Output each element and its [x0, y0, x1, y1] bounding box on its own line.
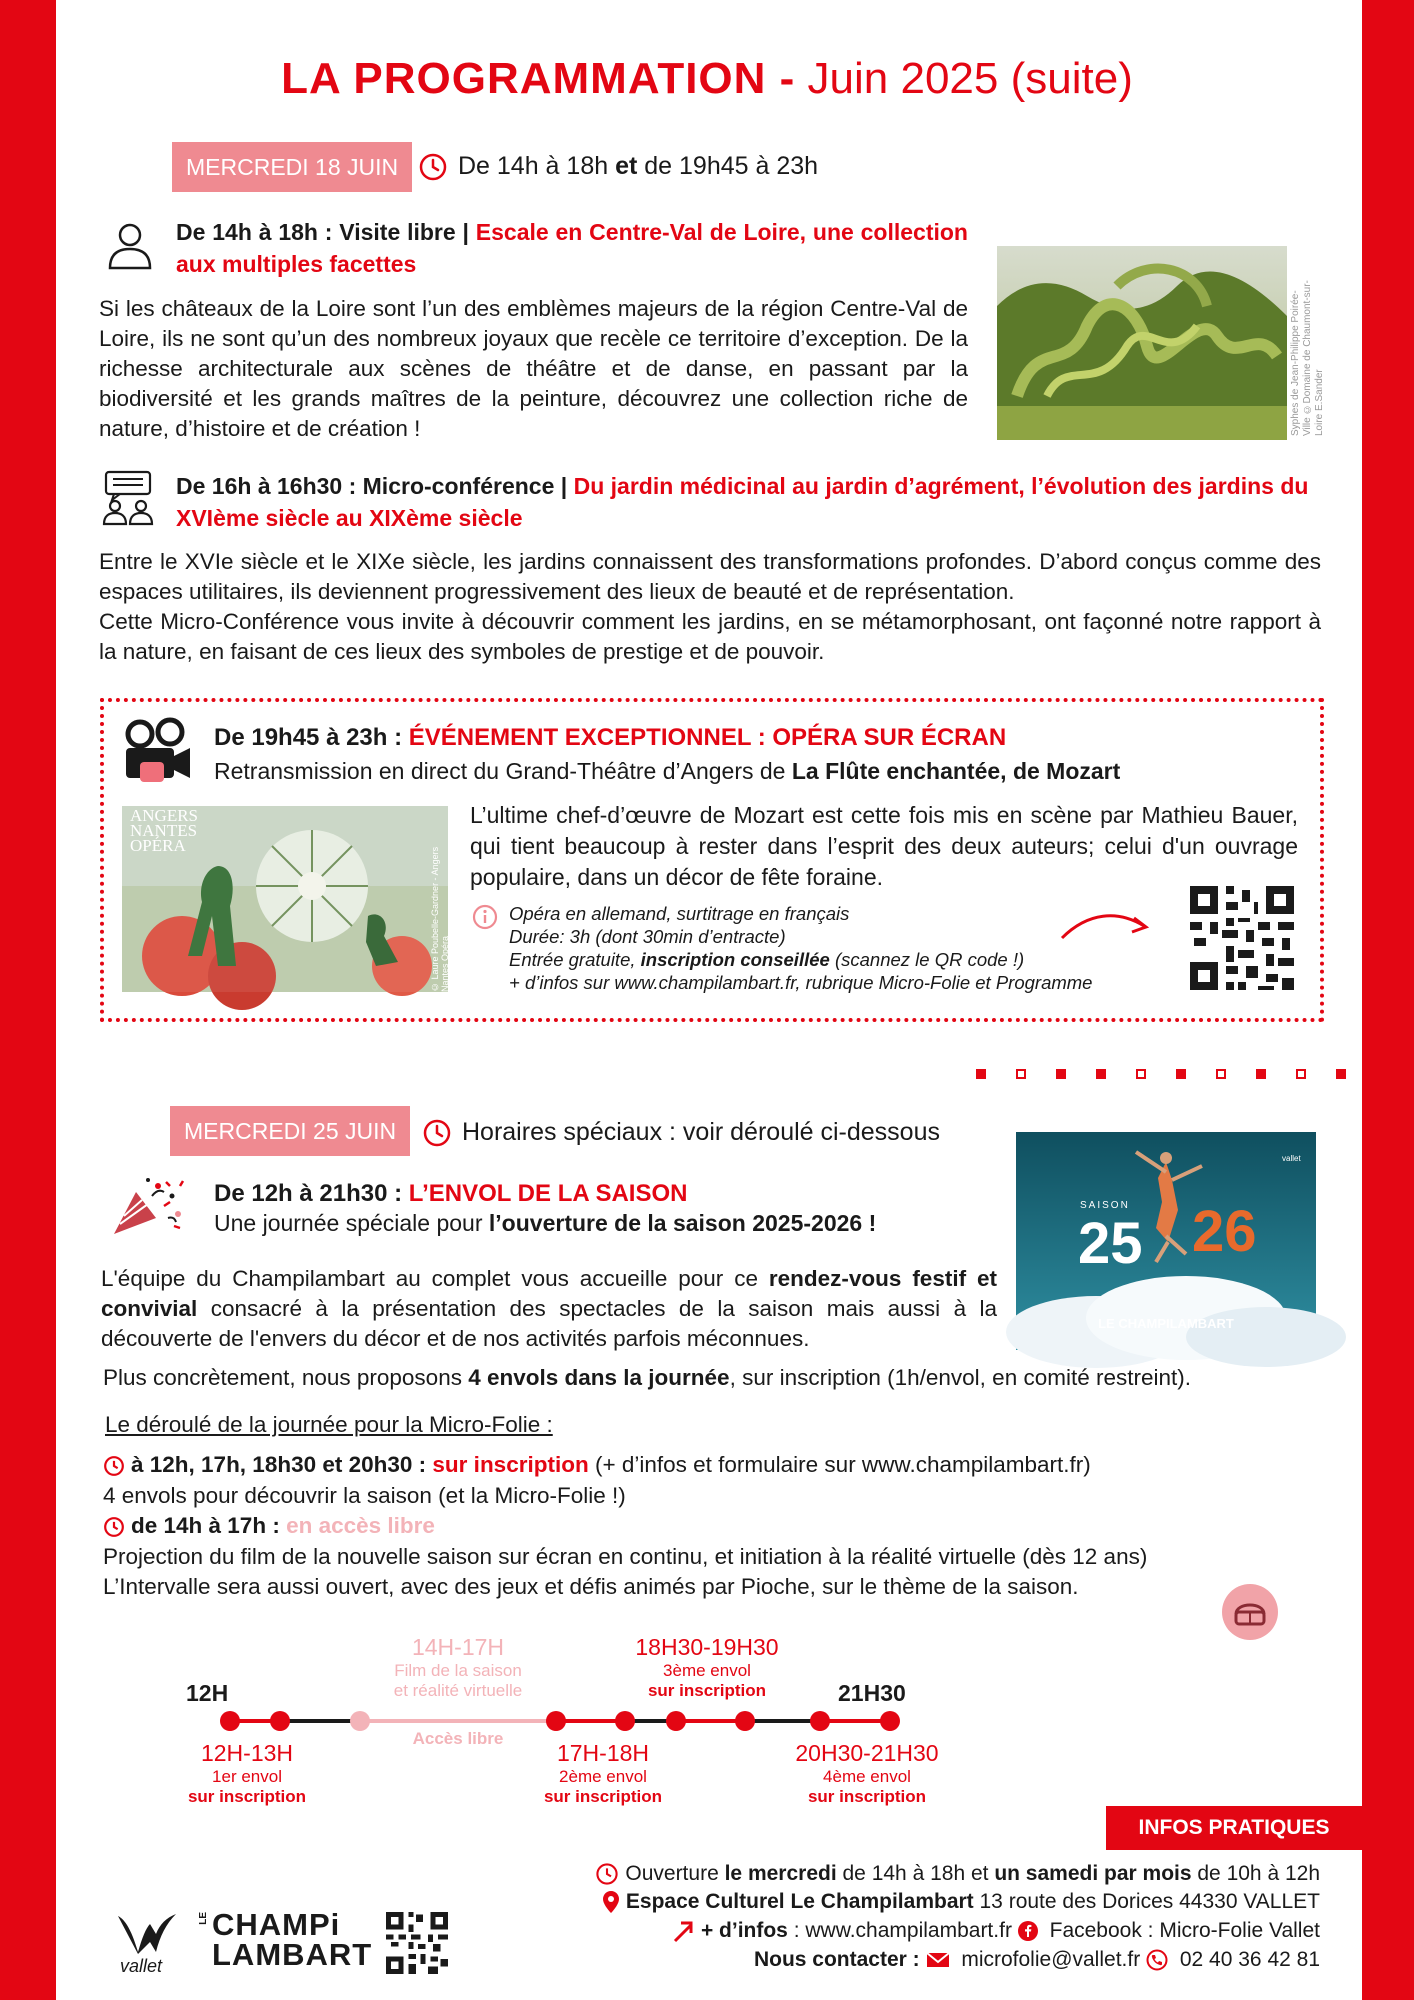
- vr-headset-icon: [1222, 1584, 1278, 1640]
- right-red-band: [1362, 0, 1414, 2000]
- timeline-bar: [200, 1704, 920, 1738]
- deroule-lines: à 12h, 17h, 18h30 et 20h30 : sur inscription (+ d’infos et formulaire sur www.champilambart.fr) 4 envols pour découvrir la saison (et la Micro-Folie !) de 14h à 17h : en accès libre Projection du film de la nouvelle saison sur écran en continu, et initiation à la réalité virtuelle (dès 12 ans) L’Intervalle sera aussi ouvert, avec des jeux et défis animés par Pioche, sur le thème de la saison.: [103, 1452, 1148, 1599]
- timeline-point: [810, 1711, 830, 1731]
- champilambart-logo-prefix: LE: [198, 1912, 209, 1925]
- clock-icon: [103, 1516, 125, 1538]
- season-poster: [1016, 1132, 1316, 1350]
- info-icon: [472, 904, 498, 930]
- opera-heading: De 19h45 à 23h : ÉVÉNEMENT EXCEPTIONNEL : OPÉRA SUR ÉCRAN: [214, 724, 1007, 751]
- opera-poster-credit: © Laure Poubelle-Gardner - Angers Nantes Opéra: [430, 846, 450, 992]
- conference-heading: De 16h à 16h30 : Micro-conférence | Du jardin médicinal au jardin d’agrément, l’évolution des jardins du XVIème siècle au XIXème siècle: [176, 473, 1309, 531]
- opera-subtitle: Retransmission en direct du Grand-Théâtre d’Angers de La Flûte enchantée, de Mozart: [214, 758, 1121, 784]
- timeline-free-access: Accès libre: [412, 1729, 504, 1748]
- garden-photo-credit: Syphes de Jean-Philippe Poirée-Ville ©Domaine de Chaumont-sur-Loire E.Sander: [1290, 280, 1325, 436]
- decorative-square-line: [976, 1068, 1356, 1080]
- season-poster-label: SAISON: [1080, 1200, 1130, 1211]
- timeline-start: 12H: [186, 1680, 229, 1706]
- timeline-slot-2: 14H-17H Film de la saison et réalité virtuelle: [393, 1634, 523, 1700]
- season-poster-brand: LE CHAMPILAMBART: [1098, 1316, 1234, 1331]
- envol-text: L'équipe du Champilambart au complet vous accueille pour ce rendez-vous festif et convivial consacré à la présentation des spectacles de la saison mais aussi à la découverte de l'envers du décor et de nos activités parfois méconnues.: [101, 1266, 997, 1351]
- opera-info-lines: Opéra en allemand, surtitrage en français Durée: 3h (dont 30min d’entracte) Entrée gratuite, inscription conseillée (scannez le QR code !) + d’infos sur www.champilambart.fr, rubrique Micro-Folie et Programme: [509, 903, 1093, 993]
- timeline-point: [666, 1711, 686, 1731]
- phone-icon: [1146, 1949, 1168, 1971]
- timeline-point: [546, 1711, 566, 1731]
- day-badge-25: MERCREDI 25 JUIN: [170, 1106, 410, 1156]
- opera-text: L’ultime chef-d’œuvre de Mozart est cette fois mis en scène par Mathieu Bauer, qui tient beaucoup à rester dans l’esprit des deux auteurs; celui d'un ouvrage populaire, dans un décor de fête foraine.: [470, 802, 1298, 890]
- mail-icon: [926, 1951, 950, 1969]
- infos-pratiques-badge: INFOS PRATIQUES: [1106, 1806, 1362, 1850]
- email-link[interactable]: microfolie@vallet.fr: [955, 1948, 1147, 1971]
- champilambart-logo: CHAMPi LAMBART: [212, 1907, 373, 1972]
- day-badge-18: MERCREDI 18 JUIN: [172, 142, 412, 192]
- timeline-point: [270, 1711, 290, 1731]
- season-poster-25: 25: [1078, 1211, 1143, 1276]
- website-link[interactable]: : www.champilambart.fr: [787, 1919, 1018, 1942]
- deroule-heading: Le déroulé de la journée pour la Micro-Folie :: [105, 1412, 553, 1437]
- season-poster-vallet: vallet: [1282, 1154, 1301, 1163]
- infos-contact: Nous contacter : microfolie@vallet.fr 02 40 36 42 81: [753, 1948, 1320, 1971]
- arrow-icon: [1058, 908, 1152, 942]
- infos-web: + d’infos : www.champilambart.fr Facebook : Micro-Folie Vallet: [673, 1919, 1320, 1943]
- clock-icon: [595, 1862, 619, 1886]
- conference-text: Entre le XVIe siècle et le XIXe siècle, les jardins connaissent des transformations profondes. D’abord conçus comme des espaces utilitaires, ils deviennent progressivement des lieux de beauté et de représentation. Cette Micro-Conférence vous invite à découvrir comment les jardins, en se métamorphosant, ont façonné notre rapport à la nature, en faisant de ces lieux des symboles de prestige et de pouvoir.: [99, 549, 1321, 664]
- conference-icon: [100, 470, 156, 526]
- timeline-slot-4: 18H30-19H30 3ème envol sur inscription: [635, 1634, 779, 1700]
- clock-icon: [422, 1118, 452, 1148]
- page-title: LA PROGRAMMATION - Juin 2025 (suite): [281, 54, 1133, 103]
- opera-poster-logo: ANGERS NANTES OPÉRA: [130, 806, 199, 855]
- clock-icon: [418, 152, 448, 182]
- opera-poster: [122, 806, 448, 992]
- opera-qr-code[interactable]: [1186, 882, 1298, 994]
- timeline-end: 21H30: [838, 1680, 906, 1706]
- infos-address: Espace Culturel Le Champilambart 13 route des Dorices 44330 VALLET: [602, 1890, 1320, 1914]
- clock-icon: [103, 1455, 125, 1477]
- party-popper-icon: [108, 1174, 188, 1238]
- timeline-slot-3: 17H-18H 2ème envol sur inscription: [543, 1740, 663, 1806]
- timeline-point: [615, 1711, 635, 1731]
- timeline-point: [220, 1711, 240, 1731]
- person-icon: [104, 220, 156, 272]
- garden-photo: [997, 246, 1287, 440]
- footer-qr-code[interactable]: [386, 1912, 448, 1974]
- timeline-slot-1: 12H-13H 1er envol sur inscription: [187, 1740, 307, 1806]
- visit-heading: De 14h à 18h : Visite libre | Escale en Centre-Val de Loire, une collection aux multiples facettes: [176, 219, 968, 277]
- facebook-link[interactable]: Facebook : Micro-Folie Vallet: [1043, 1919, 1320, 1942]
- timeline-slot-5: 20H30-21H30 4ème envol sur inscription: [795, 1740, 939, 1806]
- infos-opening-hours: Ouverture le mercredi de 14h à 18h et un samedi par mois de 10h à 12h: [595, 1862, 1320, 1886]
- envol-text-2: Plus concrètement, nous proposons 4 envols dans la journée, sur inscription (1h/envol, en comité restreint).: [103, 1365, 1191, 1390]
- timeline-point: [735, 1711, 755, 1731]
- visit-text: Si les châteaux de la Loire sont l’un des emblèmes majeurs de la région Centre-Val de Loire, ils ne sont qu’un des nombreux joyaux que recèle ce territoire d’exception. De la richesse architecturale aux scènes de théâtre et de danse, en passant par la biodiversité et les grands maîtres de la peinture, découvrez une collection riche de nature, d’histoire et de création !: [99, 296, 968, 441]
- timeline-point: [880, 1711, 900, 1731]
- film-camera-icon: [120, 718, 194, 786]
- day2-hours: Horaires spéciaux : voir déroulé ci-dessous: [462, 1118, 940, 1146]
- envol-subtitle: Une journée spéciale pour l’ouverture de la saison 2025-2026 !: [214, 1210, 877, 1236]
- cursor-arrow-icon: [673, 1919, 695, 1943]
- location-pin-icon: [602, 1890, 620, 1914]
- timeline-point: [350, 1711, 370, 1731]
- phone-link[interactable]: 02 40 36 42 81: [1174, 1948, 1320, 1971]
- day1-hours: De 14h à 18h et de 19h45 à 23h: [458, 152, 819, 180]
- season-poster-26: 26: [1192, 1199, 1257, 1264]
- vallet-logo-icon: [116, 1912, 178, 1956]
- facebook-icon[interactable]: [1018, 1921, 1038, 1941]
- envol-heading: De 12h à 21h30 : L’ENVOL DE LA SAISON: [214, 1180, 688, 1207]
- left-red-band: [0, 0, 56, 2000]
- vallet-logo-text: vallet: [120, 1956, 163, 1976]
